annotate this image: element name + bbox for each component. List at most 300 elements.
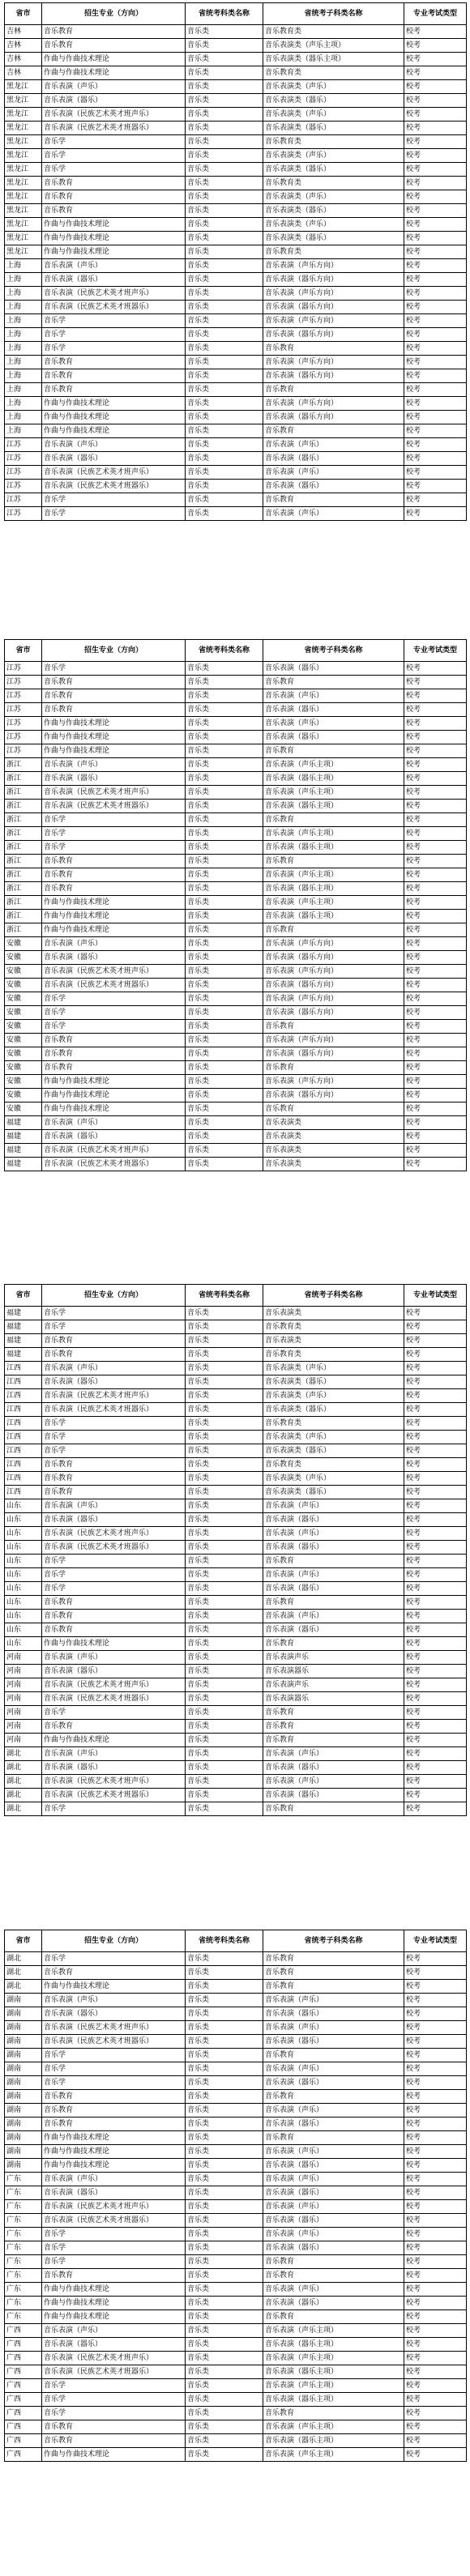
cell-major: 音乐教育 [42,190,186,204]
table-row [5,1486,467,1499]
cell-province: 黑龙江 [5,204,42,218]
cell-exam-subcategory: 音乐表演类（声乐） [263,218,404,232]
cell-exam-type: 校考 [404,868,467,882]
table-row [5,2186,467,2200]
cell-major: 音乐学 [42,135,186,149]
cell-exam-category: 音乐类 [186,1555,263,1568]
cell-exam-subcategory: 音乐表演（器乐方向） [263,979,404,992]
cell-exam-subcategory: 音乐表演（声乐） [263,466,404,480]
cell-exam-category: 音乐类 [186,2131,263,2145]
cell-province: 黑龙江 [5,135,42,149]
cell-province: 安徽 [5,1075,42,1089]
table-row [5,2090,467,2104]
cell-exam-category: 音乐类 [186,965,263,979]
cell-exam-subcategory: 音乐教育 [263,1734,404,1747]
cell-exam-type: 校考 [404,2241,467,2255]
cell-province: 吉林 [5,53,42,66]
cell-exam-category: 音乐类 [186,328,263,342]
cell-major: 音乐学 [42,827,186,841]
cell-major: 音乐学 [42,1020,186,1034]
cell-province: 上海 [5,287,42,301]
table-page-2 [4,639,466,1171]
cell-exam-subcategory: 音乐表演（声乐） [263,1775,404,1789]
cell-province: 河南 [5,1720,42,1734]
cell-exam-type: 校考 [404,676,467,689]
cell-province: 山东 [5,1623,42,1637]
cell-province: 浙江 [5,896,42,910]
cell-exam-subcategory: 音乐表演（器乐方向） [263,328,404,342]
cell-exam-category: 音乐类 [186,507,263,521]
cell-exam-type: 校考 [404,1144,467,1158]
cell-exam-category: 音乐类 [186,937,263,951]
cell-province: 湖南 [5,2035,42,2049]
cell-exam-type: 校考 [404,1706,467,1720]
cell-major: 音乐教育 [42,2118,186,2131]
cell-exam-subcategory: 音乐表演（声乐） [263,1499,404,1513]
cell-exam-type: 校考 [404,979,467,992]
cell-major: 音乐学 [42,328,186,342]
table-row [5,923,467,937]
table-row [5,1130,467,1144]
table-row [5,232,467,245]
cell-exam-subcategory: 音乐教育类 [263,25,404,39]
table-row [5,1444,467,1458]
table-row [5,2448,467,2462]
cell-province: 江苏 [5,717,42,731]
cell-major: 音乐学 [42,163,186,177]
cell-province: 黑龙江 [5,163,42,177]
cell-exam-subcategory: 音乐教育 [263,2049,404,2062]
cell-exam-type: 校考 [404,1348,467,1362]
cell-major: 音乐教育 [42,1472,186,1486]
cell-exam-category: 音乐类 [186,800,263,813]
cell-province: 江西 [5,1417,42,1431]
cell-exam-type: 校考 [404,301,467,314]
cell-exam-subcategory: 音乐教育类 [263,66,404,80]
cell-exam-type: 校考 [404,314,467,328]
table-row [5,1775,467,1789]
cell-province: 黑龙江 [5,108,42,122]
cell-exam-type: 校考 [404,328,467,342]
cell-exam-subcategory: 音乐表演（声乐方向） [263,992,404,1006]
cell-province: 福建 [5,1307,42,1320]
table-row [5,397,467,411]
cell-exam-type: 校考 [404,800,467,813]
cell-major: 音乐表演（民族艺术英才班声乐） [42,1775,186,1789]
cell-exam-subcategory: 音乐表演（声乐主项） [263,868,404,882]
table-row [5,786,467,800]
cell-major: 作曲与作曲技术理论 [42,1075,186,1089]
table-row [5,2283,467,2297]
table-row [5,1678,467,1692]
cell-exam-type: 校考 [404,424,467,438]
table-row [5,424,467,438]
header-province: 省市 [5,1930,42,1952]
cell-province: 山东 [5,1610,42,1623]
cell-exam-type: 校考 [404,2159,467,2173]
cell-exam-subcategory: 音乐表演（器乐方向） [263,1006,404,1020]
table-row [5,1348,467,1362]
cell-exam-type: 校考 [404,1389,467,1403]
cell-exam-subcategory: 音乐教育类 [263,135,404,149]
table-row [5,717,467,731]
cell-exam-type: 校考 [404,163,467,177]
cell-exam-category: 音乐类 [186,951,263,965]
cell-exam-type: 校考 [404,218,467,232]
cell-major: 音乐表演（器乐） [42,452,186,466]
cell-province: 浙江 [5,758,42,772]
table-row [5,2269,467,2283]
table-row [5,1596,467,1610]
cell-exam-category: 音乐类 [186,1472,263,1486]
cell-province: 浙江 [5,841,42,855]
cell-exam-type: 校考 [404,480,467,493]
table-row [5,273,467,287]
cell-exam-subcategory: 音乐教育 [263,813,404,827]
cell-exam-type: 校考 [404,1334,467,1348]
cell-exam-subcategory: 音乐表演（声乐） [263,2200,404,2214]
cell-exam-subcategory: 音乐教育类 [263,1417,404,1431]
cell-major: 音乐学 [42,813,186,827]
cell-exam-category: 音乐类 [186,2310,263,2324]
cell-exam-category: 音乐类 [186,397,263,411]
cell-major: 音乐学 [42,992,186,1006]
table-row [5,2324,467,2338]
cell-exam-category: 音乐类 [186,1089,263,1102]
cell-province: 江苏 [5,731,42,744]
cell-major: 音乐表演（民族艺术英才班声乐） [42,1144,186,1158]
cell-province: 湖南 [5,2021,42,2035]
cell-exam-category: 音乐类 [186,1320,263,1334]
cell-exam-subcategory: 音乐表演类（声乐） [263,108,404,122]
cell-province: 山东 [5,1527,42,1541]
cell-major: 作曲与作曲技术理论 [42,397,186,411]
cell-province: 广东 [5,2228,42,2241]
cell-major: 音乐学 [42,1417,186,1431]
cell-major: 音乐学 [42,149,186,163]
table-row [5,1747,467,1761]
cell-province: 广西 [5,2393,42,2407]
cell-exam-type: 校考 [404,1665,467,1678]
cell-major: 作曲与作曲技术理论 [42,411,186,424]
cell-exam-subcategory: 音乐教育 [263,1102,404,1116]
cell-major: 音乐学 [42,493,186,507]
cell-exam-type: 校考 [404,2035,467,2049]
table-row [5,411,467,424]
cell-exam-type: 校考 [404,2379,467,2393]
table-row [5,1513,467,1527]
cell-exam-type: 校考 [404,66,467,80]
cell-major: 音乐教育 [42,676,186,689]
cell-province: 福建 [5,1158,42,1171]
header-exam-subcategory: 省统考子科类名称 [263,1930,404,1952]
cell-exam-category: 音乐类 [186,992,263,1006]
cell-exam-type: 校考 [404,1555,467,1568]
cell-exam-type: 校考 [404,2076,467,2090]
cell-major: 音乐教育 [42,1623,186,1637]
cell-province: 湖北 [5,1966,42,1980]
header-province: 省市 [5,3,42,25]
cell-exam-category: 音乐类 [186,896,263,910]
cell-province: 广东 [5,2283,42,2297]
cell-exam-category: 音乐类 [186,1541,263,1555]
cell-exam-category: 音乐类 [186,1706,263,1720]
cell-province: 湖南 [5,2007,42,2021]
header-exam-type: 专业考试类型 [404,1285,467,1307]
cell-province: 广东 [5,2214,42,2228]
cell-major: 音乐表演（民族艺术英才班器乐） [42,480,186,493]
table-row [5,163,467,177]
cell-exam-category: 音乐类 [186,2338,263,2352]
cell-exam-category: 音乐类 [186,841,263,855]
cell-exam-type: 校考 [404,177,467,190]
cell-exam-category: 音乐类 [186,80,263,94]
cell-exam-category: 音乐类 [186,1006,263,1020]
cell-exam-category: 音乐类 [186,1651,263,1665]
cell-province: 江苏 [5,493,42,507]
cell-province: 江西 [5,1403,42,1417]
cell-province: 江西 [5,1472,42,1486]
cell-exam-type: 校考 [404,2062,467,2076]
cell-exam-type: 校考 [404,937,467,951]
cell-exam-type: 校考 [404,2420,467,2434]
cell-exam-subcategory: 音乐教育 [263,1061,404,1075]
table-row [5,2379,467,2393]
cell-exam-subcategory: 音乐表演（器乐主项） [263,882,404,896]
table-row [5,2352,467,2365]
cell-major: 音乐表演（民族艺术英才班器乐） [42,2365,186,2379]
table-page-3 [4,1284,466,1816]
table-row [5,827,467,841]
table-row [5,80,467,94]
table-row [5,2035,467,2049]
cell-exam-category: 音乐类 [186,493,263,507]
table-row [5,1610,467,1623]
cell-exam-category: 音乐类 [186,1307,263,1320]
cell-exam-category: 音乐类 [186,25,263,39]
cell-exam-category: 音乐类 [186,2448,263,2462]
cell-province: 广东 [5,2186,42,2200]
cell-major: 音乐教育 [42,2434,186,2448]
cell-province: 浙江 [5,910,42,923]
cell-exam-subcategory: 音乐表演（声乐方向） [263,314,404,328]
cell-exam-subcategory: 音乐表演类（声乐） [263,190,404,204]
cell-exam-subcategory: 音乐表演（声乐） [263,2062,404,2076]
cell-exam-subcategory: 音乐表演（器乐主项） [263,2365,404,2379]
table-row [5,800,467,813]
cell-major: 音乐表演（民族艺术英才班器乐） [42,979,186,992]
admission-table [4,1284,467,1816]
cell-major: 作曲与作曲技术理论 [42,2283,186,2297]
cell-major: 音乐教育 [42,2269,186,2283]
cell-province: 江苏 [5,744,42,758]
table-row [5,1403,467,1417]
cell-exam-subcategory: 音乐表演（器乐主项） [263,2434,404,2448]
table-row [5,2297,467,2310]
cell-major: 音乐表演（器乐） [42,273,186,287]
cell-major: 音乐表演（声乐） [42,80,186,94]
cell-exam-type: 校考 [404,190,467,204]
cell-exam-type: 校考 [404,758,467,772]
cell-province: 安徽 [5,1047,42,1061]
cell-exam-category: 音乐类 [186,245,263,259]
cell-exam-category: 音乐类 [186,910,263,923]
admission-table [4,1930,467,2462]
cell-province: 广西 [5,2365,42,2379]
cell-exam-subcategory: 音乐表演（声乐方向） [263,287,404,301]
cell-exam-subcategory: 音乐表演（器乐主项） [263,2393,404,2407]
table-row [5,1665,467,1678]
cell-exam-type: 校考 [404,2228,467,2241]
cell-province: 安徽 [5,1034,42,1047]
cell-exam-category: 音乐类 [186,2062,263,2076]
cell-exam-category: 音乐类 [186,1994,263,2007]
cell-exam-type: 校考 [404,356,467,369]
cell-exam-subcategory: 音乐表演（器乐） [263,1513,404,1527]
cell-exam-subcategory: 音乐表演（器乐） [263,1623,404,1637]
cell-exam-subcategory: 音乐教育 [263,1637,404,1651]
cell-exam-category: 音乐类 [186,1980,263,1994]
cell-province: 山东 [5,1499,42,1513]
cell-exam-subcategory: 音乐表演（声乐） [263,717,404,731]
table-row [5,204,467,218]
cell-exam-category: 音乐类 [186,772,263,786]
table-row [5,1623,467,1637]
cell-exam-type: 校考 [404,2200,467,2214]
cell-province: 黑龙江 [5,80,42,94]
cell-exam-category: 音乐类 [186,1144,263,1158]
cell-major: 音乐表演（声乐） [42,1747,186,1761]
cell-exam-subcategory: 音乐表演（声乐） [263,2145,404,2159]
cell-province: 湖南 [5,2062,42,2076]
cell-major: 音乐学 [42,1568,186,1582]
cell-exam-category: 音乐类 [186,122,263,135]
header-row [5,640,467,662]
cell-province: 江苏 [5,480,42,493]
cell-exam-type: 校考 [404,2104,467,2118]
cell-exam-type: 校考 [404,1158,467,1171]
cell-exam-subcategory: 音乐表演（器乐方向） [263,1047,404,1061]
cell-major: 音乐教育 [42,1034,186,1047]
cell-exam-subcategory: 音乐教育 [263,2131,404,2145]
cell-exam-type: 校考 [404,1116,467,1130]
cell-exam-subcategory: 音乐表演（器乐） [263,1789,404,1802]
cell-province: 黑龙江 [5,190,42,204]
cell-exam-category: 音乐类 [186,662,263,676]
table-row [5,466,467,480]
table-row [5,1734,467,1747]
cell-province: 广西 [5,2407,42,2420]
cell-exam-category: 音乐类 [186,689,263,703]
cell-province: 江西 [5,1375,42,1389]
table-row [5,1541,467,1555]
cell-major: 音乐教育 [42,1334,186,1348]
cell-exam-category: 音乐类 [186,1720,263,1734]
cell-exam-category: 音乐类 [186,868,263,882]
cell-exam-subcategory: 音乐教育 [263,1706,404,1720]
cell-exam-type: 校考 [404,1006,467,1020]
cell-major: 音乐教育 [42,369,186,383]
cell-exam-subcategory: 音乐教育 [263,1720,404,1734]
cell-province: 黑龙江 [5,122,42,135]
admission-table [4,639,467,1171]
cell-exam-type: 校考 [404,1747,467,1761]
cell-province: 上海 [5,411,42,424]
cell-major: 音乐教育 [42,1047,186,1061]
cell-exam-subcategory: 音乐表演（声乐主项） [263,2420,404,2434]
cell-major: 音乐表演（民族艺术英才班器乐） [42,1789,186,1802]
cell-exam-category: 音乐类 [186,424,263,438]
cell-major: 作曲与作曲技术理论 [42,1980,186,1994]
cell-exam-category: 音乐类 [186,1952,263,1966]
cell-exam-type: 校考 [404,2049,467,2062]
cell-province: 上海 [5,356,42,369]
cell-major: 作曲与作曲技术理论 [42,2297,186,2310]
cell-exam-subcategory: 音乐表演（声乐） [263,2283,404,2297]
cell-exam-type: 校考 [404,744,467,758]
cell-exam-subcategory: 音乐表演（声乐方向） [263,1075,404,1089]
table-row [5,1034,467,1047]
cell-exam-category: 音乐类 [186,53,263,66]
cell-exam-subcategory: 音乐表演（器乐） [263,731,404,744]
cell-exam-type: 校考 [404,2448,467,2462]
cell-province: 安徽 [5,979,42,992]
cell-major: 音乐表演（器乐） [42,1130,186,1144]
cell-exam-subcategory: 音乐教育 [263,342,404,356]
table-row [5,149,467,163]
cell-exam-category: 音乐类 [186,218,263,232]
cell-exam-type: 校考 [404,1610,467,1623]
cell-major: 作曲与作曲技术理论 [42,731,186,744]
table-row [5,66,467,80]
cell-exam-type: 校考 [404,2269,467,2283]
cell-exam-category: 音乐类 [186,2393,263,2407]
cell-exam-type: 校考 [404,2393,467,2407]
cell-exam-category: 音乐类 [186,1158,263,1171]
cell-exam-category: 音乐类 [186,1637,263,1651]
cell-province: 河南 [5,1692,42,1706]
table-row [5,2104,467,2118]
cell-exam-subcategory: 音乐表演类 [263,1334,404,1348]
cell-province: 山东 [5,1568,42,1582]
cell-exam-category: 音乐类 [186,66,263,80]
cell-exam-subcategory: 音乐表演声乐 [263,1651,404,1665]
cell-exam-category: 音乐类 [186,676,263,689]
cell-major: 音乐表演（声乐） [42,438,186,452]
cell-province: 湖北 [5,1775,42,1789]
table-row [5,1499,467,1513]
cell-exam-subcategory: 音乐表演类 [263,1307,404,1320]
table-row [5,1431,467,1444]
cell-exam-subcategory: 音乐表演（声乐） [263,689,404,703]
cell-province: 上海 [5,342,42,356]
cell-exam-type: 校考 [404,2365,467,2379]
cell-province: 广东 [5,2269,42,2283]
cell-exam-type: 校考 [404,992,467,1006]
table-row [5,190,467,204]
cell-exam-subcategory: 音乐表演类 [263,1144,404,1158]
cell-exam-subcategory: 音乐表演（声乐主项） [263,896,404,910]
cell-exam-category: 音乐类 [186,2104,263,2118]
cell-exam-type: 校考 [404,951,467,965]
cell-major: 音乐表演（民族艺术英才班声乐） [42,1527,186,1541]
table-row [5,2393,467,2407]
cell-exam-type: 校考 [404,1403,467,1417]
cell-exam-category: 音乐类 [186,177,263,190]
cell-exam-type: 校考 [404,882,467,896]
cell-province: 浙江 [5,772,42,786]
table-row [5,1472,467,1486]
